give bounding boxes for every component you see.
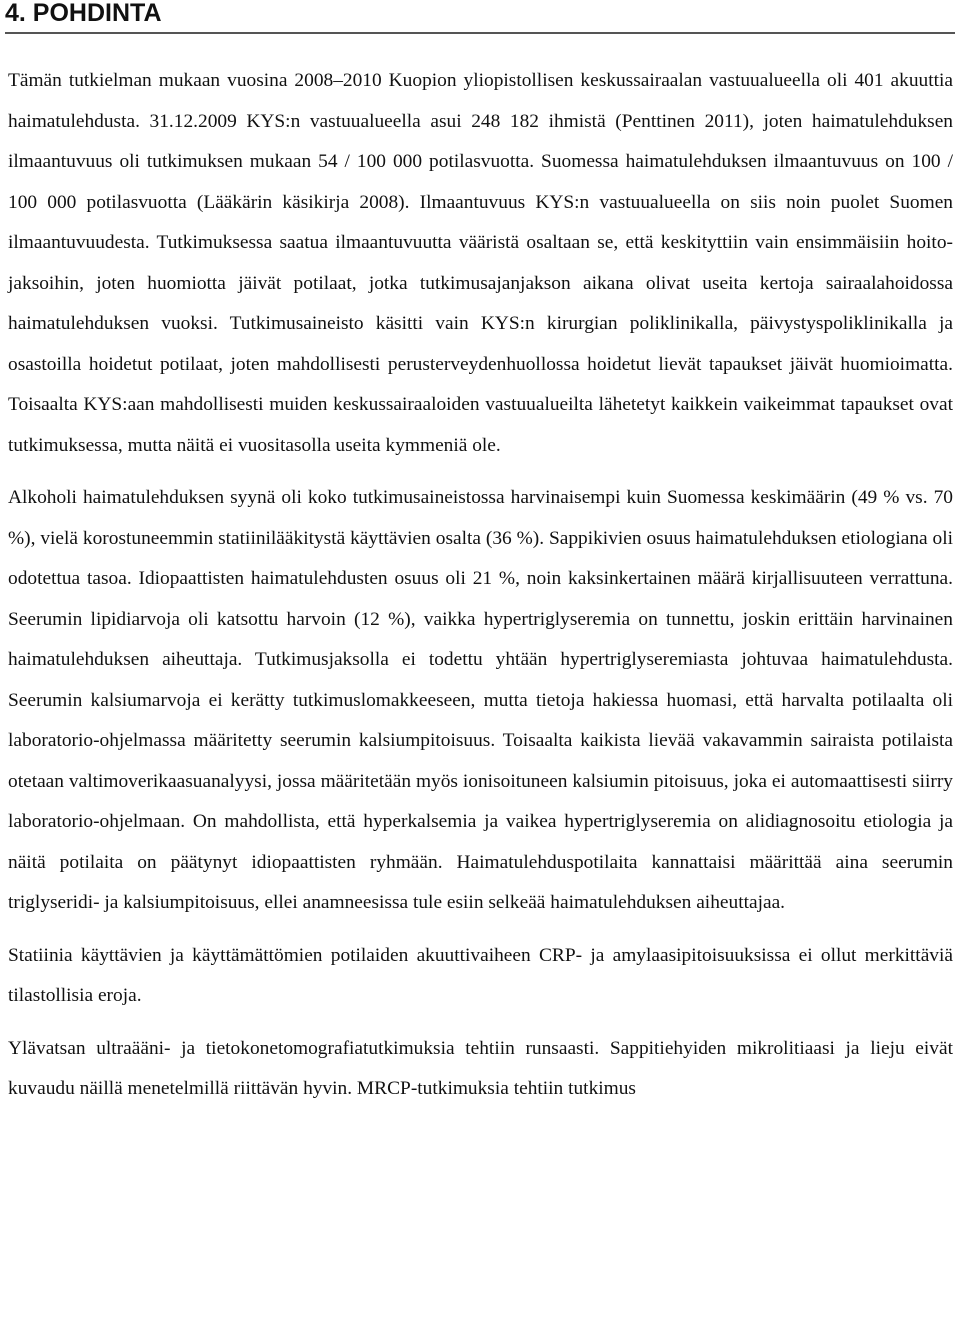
section-heading: 4. POHDINTA: [5, 0, 955, 34]
paragraph-etiology: Alkoholi haimatulehduksen syynä oli koko tutkimusaineistossa harvinaisempi kuin Suomessa keskimäärin (49 % vs. 70 %), vielä korostuneemmin statiinilääkitystä käyttävien osalta (36 %). Sappikivien osuus haimatulehduksen etiologiana oli odotettua tasoa. Idiopaattisten haimatulehdusten osuus oli 21 %, noin kaksinkertainen määrä kirjallisuuteen verrattuna. Seerumin lipidiarvoja oli katsottu harvoin (12 %), vaikka hypertriglyseremia on tunnettu, joskin erittäin harvinainen haimatulehduksen aiheuttaja. Tutkimusjaksolla ei todettu yhtään hypertriglyseremiasta johtuvaa haimatulehdusta. Seerumin kalsiumarvoja ei kerätty tutkimuslomakkeeseen, mutta tietoja hakiessa huomasi, että harvalta potilaalta oli laboratorio-ohjelmassa määritetty seerumin kalsiumpitoisuus. Toisaalta kaikista lievää vakavammin sairaista potilaista otetaan valtimoverikaasuanalyysi, jossa määritetään myös ionisoituneen kalsiumin pitoisuus, joka ei automaattisesti siirry laboratorio-ohjelmaan. On mahdollista, että hyperkalsemia ja vaikea hypertriglyseremia on alidiagnosoitu etiologia ja näitä potilaita on päätynyt idiopaattisten ryhmään. Haimatulehduspotilaita kannattaisi määrittää aina seerumin triglyseridi- ja kalsiumpitoisuus, ellei anamneesissa tule esiin selkeää haimatulehduksen aiheuttajaa.: [8, 487, 953, 913]
paragraph-crp-amylase: Statiinia käyttävien ja käyttämättömien potilaiden akuuttivaiheen CRP- ja amylaasipitoisuuksissa ei ollut merkittäviä tilastollisia eroja.: [8, 944, 953, 1006]
body-text: [8, 61, 953, 1110]
paragraph-incidence: Tämän tutkielman mukaan vuosina 2008–2010 Kuopion yliopistollisen keskussairaalan vastuualueella oli 401 akuuttia haimatulehdusta. 31.12.2009 KYS:n vastuualueella asui 248 182 ihmistä (Penttinen 2011), joten haimatulehduksen ilmaantuvuus oli tutkimuksen mukaan 54 / 100 000 potilasvuotta. Suomessa haimatulehduksen ilmaantuvuus on 100 / 100 000 potilasvuotta (Lääkärin käsikirja 2008). Ilmaantuvuus KYS:n vastuualueella on siis noin puolet Suomen ilmaantuvuudesta. Tutkimuksessa saatua ilmaantuvuutta vääristä osaltaan se, että keskityttiin vain ensimmäisiin hoitojaksoihin, joten huomiotta jäivät potilaat, jotka tutkimusajanjakson aikana olivat useita kertoja sairaalahoidossa haimatulehduksen vuoksi. Tutkimusaineisto käsitti vain KYS:n kirurgian poliklinikalla, päivystyspoliklinikalla ja osastoilla hoidetut potilaat, joten mahdollisesti perusterveydenhuollossa hoidetut lievät tapaukset jäivät huomioimatta. Toisaalta KYS:aan mahdollisesti muiden keskussairaaloiden vastuualueilta lähetetyt kaikkein vaikeimmat tapaukset ovat tutkimuksessa, mutta näitä ei vuositasolla useita kymmeniä ole.: [8, 70, 953, 456]
paragraph-imaging: Ylävatsan ultraääni- ja tietokonetomografiatutkimuksia tehtiin runsaasti. Sappitiehyiden mikrolitiaasi ja lieju eivät kuvaudu näillä menetelmillä riittävän hyvin. MRCP-tutkimuksia tehtiin tutkimus: [8, 1037, 953, 1099]
